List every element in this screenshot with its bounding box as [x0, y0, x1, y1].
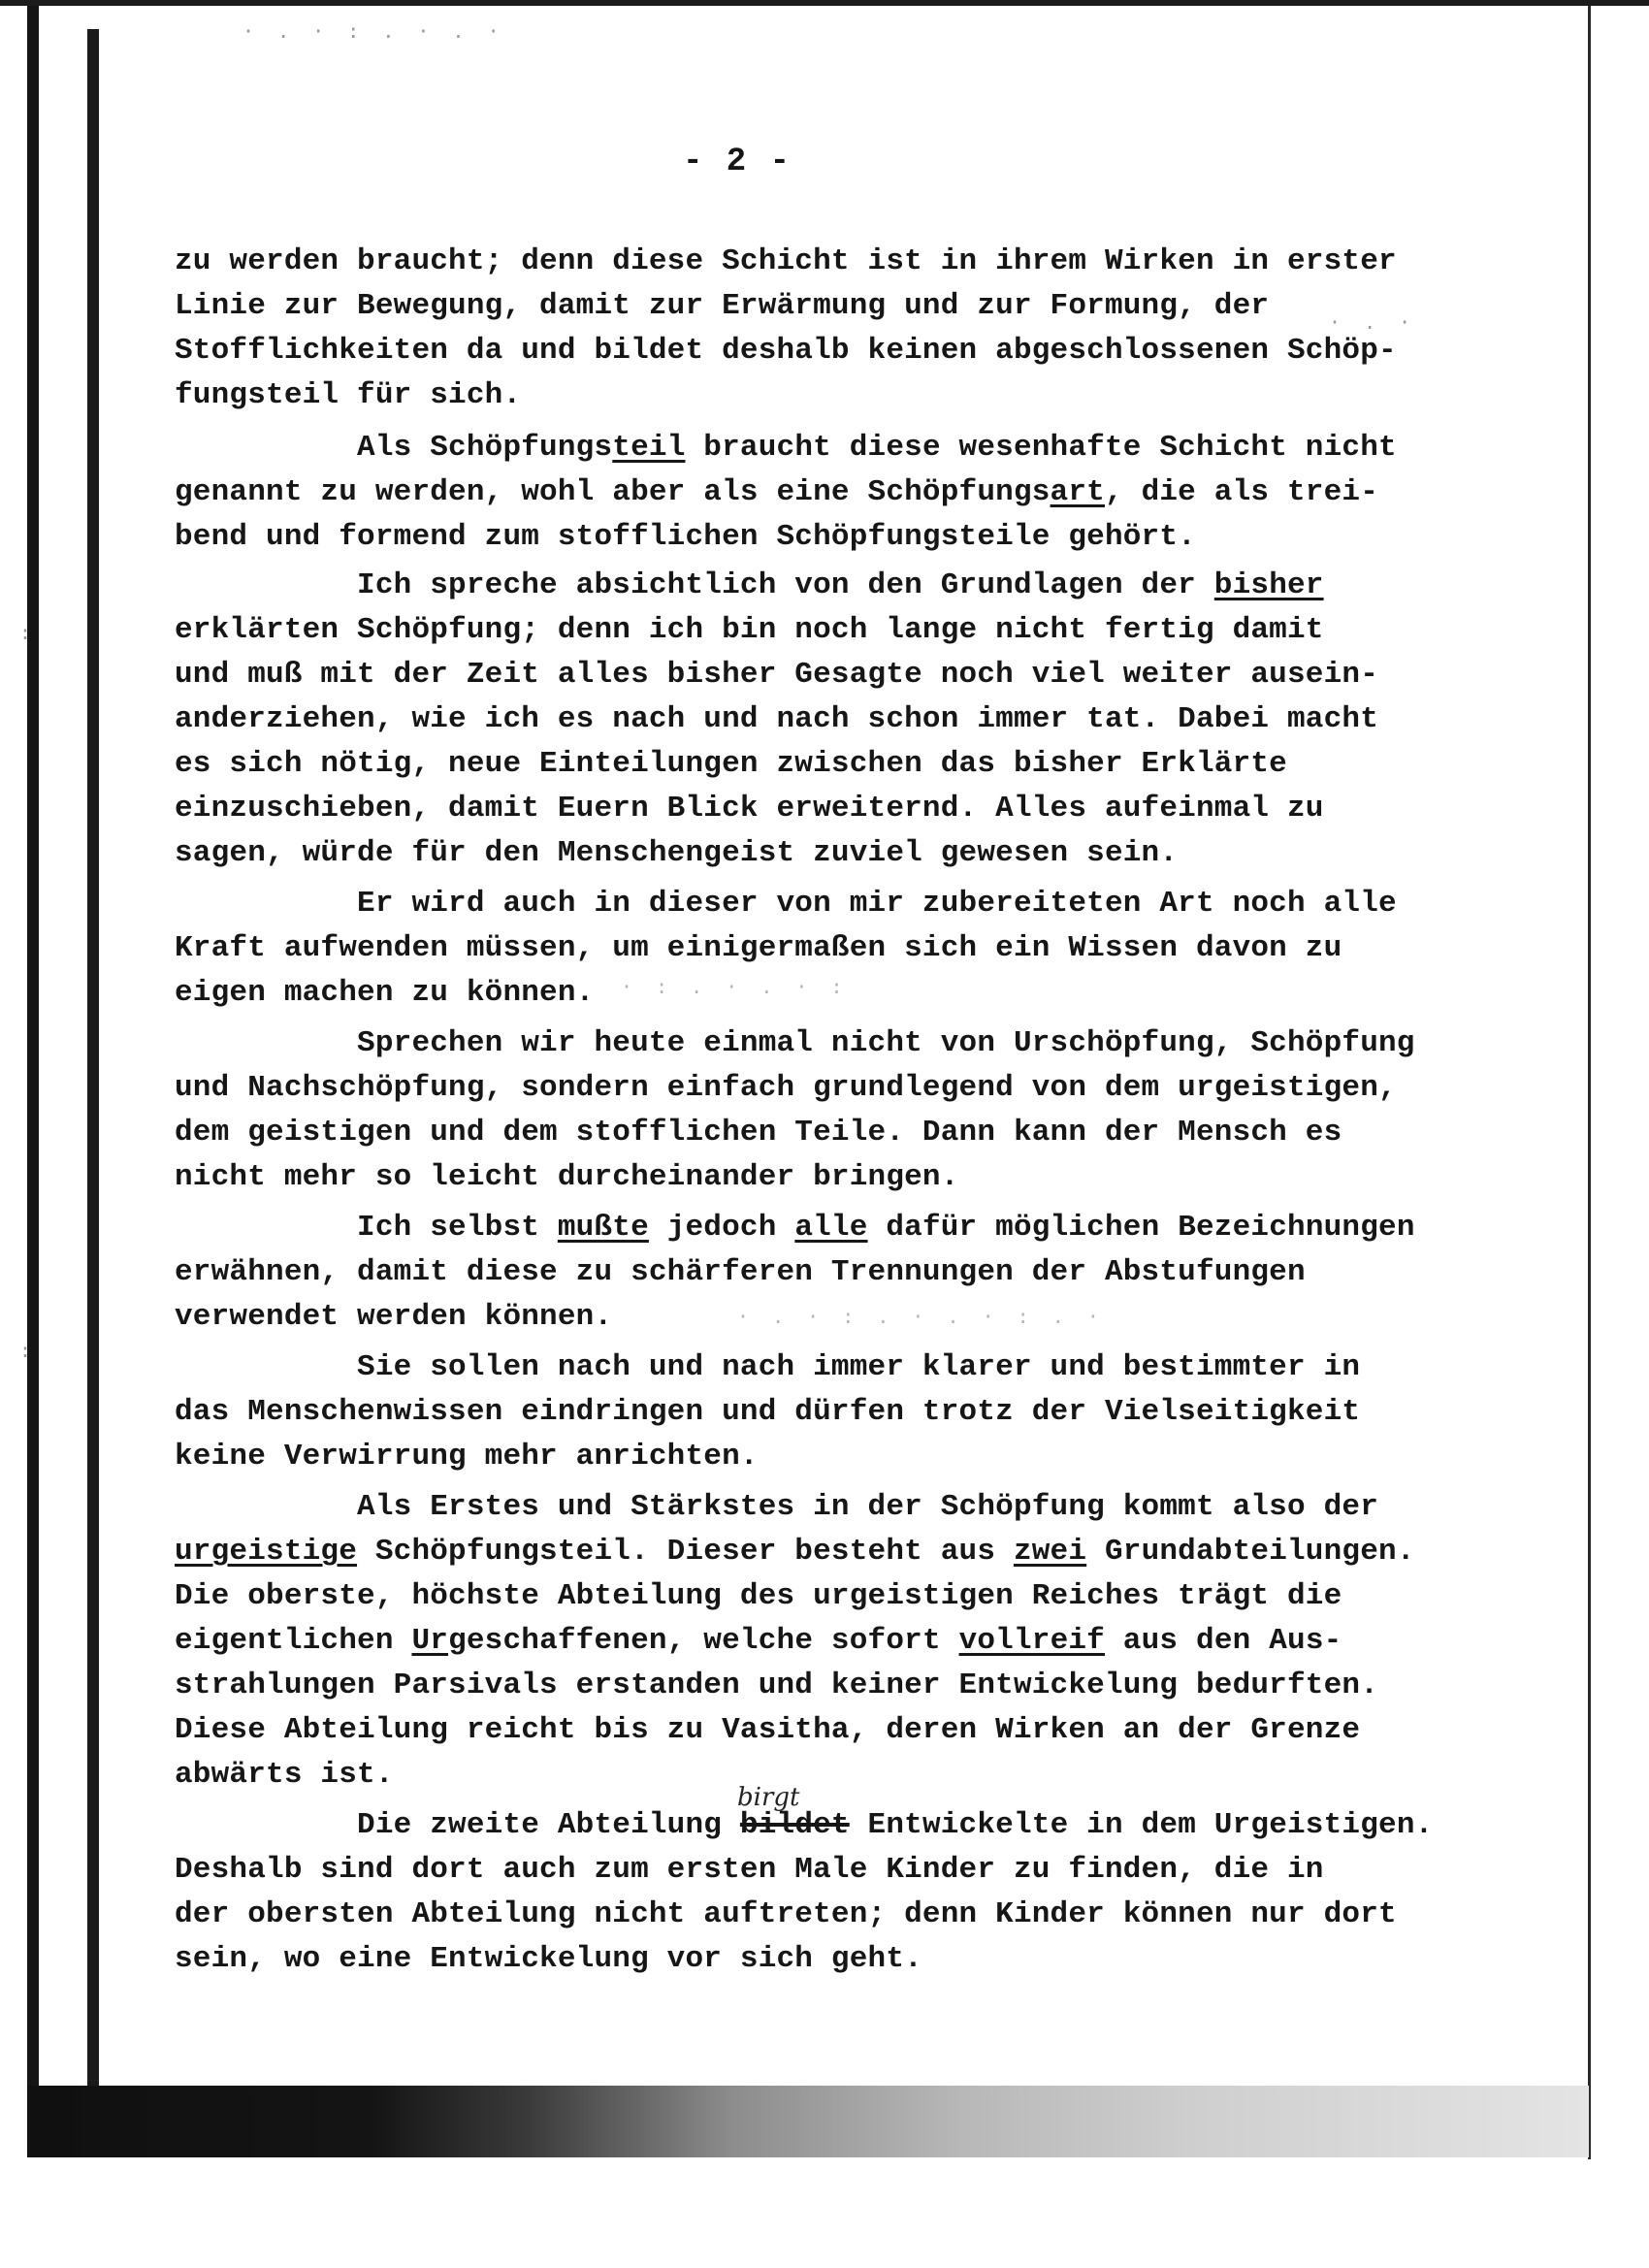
- text-segment: , die als trei-: [1104, 475, 1379, 509]
- page-number: - 2 -: [682, 144, 792, 180]
- scan-top-edge: [0, 0, 1649, 6]
- body-text-line: [175, 1209, 1455, 1247]
- body-text-line: [175, 429, 1455, 468]
- body-text-line: sein, wo eine Entwickelung vor sich geht.: [175, 1942, 922, 1976]
- scan-left-binding-bar: [27, 6, 39, 2125]
- body-text-line: Sprechen wir heute einmal nicht von Urschöpfung, Schöpfung: [175, 1026, 1415, 1060]
- body-text-line: einzuschieben, damit Euern Blick erweiternd. Alles aufeinmal zu: [175, 792, 1324, 826]
- underlined-word: mußte: [557, 1211, 649, 1245]
- underlined-word: alle: [794, 1211, 868, 1245]
- scan-noise: · . · : . · . · : . ·: [737, 1305, 1105, 1328]
- body-text-line: strahlungen Parsivals erstanden und keiner Entwickelung bedurften.: [175, 1669, 1378, 1702]
- scan-noise: · . · : . · . ·: [242, 19, 505, 43]
- text-segment: dafür möglichen Bezeichnungen: [867, 1211, 1415, 1245]
- body-text-line: bend und formend zum stofflichen Schöpfungsteile gehört.: [175, 520, 1196, 554]
- body-text-line: und muß mit der Zeit alles bisher Gesagte noch viel weiter ausein-: [175, 658, 1378, 692]
- body-text-line: Als Erstes und Stärkstes in der Schöpfung kommt also der: [175, 1490, 1378, 1524]
- scan-noise: · : . · . · :: [621, 975, 849, 998]
- body-text-line: erwähnen, damit diese zu schärferen Trennungen der Abstufungen: [175, 1255, 1306, 1289]
- body-text-line: Kraft aufwenden müssen, um einigermaßen sich ein Wissen davon zu: [175, 931, 1342, 965]
- scan-noise: :: [19, 1339, 38, 1362]
- text-segment: Grundabteilungen.: [1086, 1535, 1415, 1569]
- body-text-line: keine Verwirrung mehr anrichten.: [175, 1440, 759, 1474]
- body-text-line: Die oberste, höchste Abteilung des urgeistigen Reiches trägt die: [175, 1579, 1342, 1613]
- text-segment: jedoch: [648, 1211, 795, 1245]
- underlined-word: vollreif: [958, 1624, 1105, 1658]
- text-segment: Schöpfungsteil. Dieser besteht aus: [357, 1535, 1014, 1569]
- body-text-line: abwärts ist.: [175, 1758, 394, 1792]
- body-text-line: sagen, würde für den Menschengeist zuviel gewesen sein.: [175, 836, 1179, 870]
- body-text-line: fungsteil für sich.: [175, 378, 522, 412]
- scan-noise: · . ·: [1329, 310, 1417, 334]
- scan-right-edge: [1588, 6, 1591, 2159]
- underlined-word: teil: [612, 431, 686, 465]
- body-text-line: und Nachschöpfung, sondern einfach grundlegend von dem urgeistigen,: [175, 1071, 1397, 1105]
- handwritten-correction: birgt: [737, 1783, 800, 1812]
- text-segment: aus den Aus-: [1105, 1624, 1342, 1658]
- scan-bottom-shadow: [27, 2086, 1589, 2157]
- body-text-line: der obersten Abteilung nicht auftreten; denn Kinder können nur dort: [175, 1897, 1397, 1931]
- underlined-word: zwei: [1013, 1535, 1087, 1569]
- body-text-line: [175, 1533, 1455, 1571]
- underlined-word: bisher: [1213, 568, 1324, 602]
- struck-word: bildet: [739, 1808, 850, 1842]
- body-text-line: Linie zur Bewegung, damit zur Erwärmung und zur Formung, der: [175, 289, 1270, 323]
- text-segment: braucht diese wesenhafte Schicht nicht: [685, 431, 1397, 465]
- underlined-word: Ur: [411, 1624, 449, 1658]
- body-text-line: [175, 567, 1455, 605]
- text-segment: Als Schöpfungs: [175, 431, 613, 465]
- body-text-line: Deshalb sind dort auch zum ersten Male Kinder zu finden, die in: [175, 1853, 1324, 1887]
- body-text-line: Er wird auch in dieser von mir zubereiteten Art noch alle: [175, 887, 1397, 921]
- scan-noise: :: [19, 621, 38, 644]
- body-text-line: [175, 1622, 1455, 1661]
- text-segment: eigentlichen: [175, 1624, 412, 1658]
- body-text-line: anderziehen, wie ich es nach und nach schon immer tat. Dabei macht: [175, 702, 1378, 736]
- body-text-line: erklärten Schöpfung; denn ich bin noch lange nicht fertig damit: [175, 613, 1324, 647]
- body-text-line: verwendet werden können.: [175, 1300, 613, 1334]
- body-text-line: Stofflichkeiten da und bildet deshalb keinen abgeschlossenen Schöp-: [175, 334, 1397, 368]
- underlined-word: art: [1050, 475, 1105, 509]
- body-text-line: eigen machen zu können.: [175, 976, 595, 1010]
- text-segment: geschaffenen, welche sofort: [448, 1624, 959, 1658]
- body-text-line: das Menschenwissen eindringen und dürfen trotz der Vielseitigkeit: [175, 1395, 1361, 1429]
- text-segment: Entwickelte in dem Urgeistigen.: [849, 1808, 1434, 1842]
- body-text-line: nicht mehr so leicht durcheinander bringen.: [175, 1160, 959, 1194]
- scan-left-margin-line: [87, 29, 99, 2095]
- body-text-line: dem geistigen und dem stofflichen Teile. Dann kann der Mensch es: [175, 1116, 1342, 1150]
- body-text-line: Diese Abteilung reicht bis zu Vasitha, deren Wirken an der Grenze: [175, 1713, 1361, 1747]
- body-text-line: [175, 1806, 1455, 1845]
- text-segment: genannt zu werden, wohl aber als eine Schöpfungs: [175, 475, 1051, 509]
- body-text-line: zu werden braucht; denn diese Schicht ist in ihrem Wirken in erster: [175, 244, 1397, 278]
- body-text-line: es sich nötig, neue Einteilungen zwischen das bisher Erklärte: [175, 747, 1287, 781]
- body-text-line: Sie sollen nach und nach immer klarer und bestimmter in: [175, 1350, 1361, 1384]
- text-segment: Die zweite Abteilung: [175, 1808, 740, 1842]
- underlined-word: urgeistige: [175, 1535, 358, 1569]
- text-segment: Ich selbst: [175, 1211, 558, 1245]
- text-segment: Ich spreche absichtlich von den Grundlagen der: [175, 568, 1214, 602]
- body-text-line: [175, 473, 1455, 512]
